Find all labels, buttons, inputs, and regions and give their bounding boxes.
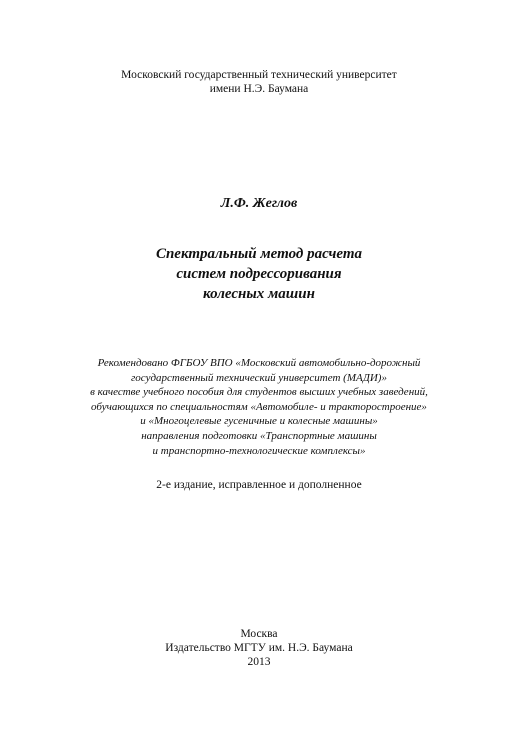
title-line: колесных машин xyxy=(203,286,315,302)
recommendation-line: и транспортно-технологические комплексы» xyxy=(152,444,366,457)
recommendation-line: Рекомендовано ФГБОУ ВПО «Московский автомобильно-дорожный xyxy=(97,357,421,369)
imprint-publisher: Издательство МГТУ им. Н.Э. Баумана xyxy=(165,642,353,654)
recommendation-line: направления подготовки «Транспортные машины xyxy=(141,429,377,442)
imprint-year: 2013 xyxy=(247,656,271,668)
recommendation-line: государственный технический университет (МАДИ)» xyxy=(131,371,387,384)
title-line: Спектральный метод расчета xyxy=(155,246,363,262)
university-header xyxy=(0,68,518,96)
university-name: Московский государственный технический университет xyxy=(121,69,397,81)
recommendation-line: и «Многоцелевые гусеничные и колесные машины» xyxy=(140,415,378,428)
university-dedication: имени Н.Э. Баумана xyxy=(209,83,309,95)
recommendation-line: обучающихся по специальностям «Автомобиле- и тракторостроение» xyxy=(91,400,427,413)
author-name: Л.Ф. Жеглов xyxy=(220,196,298,211)
title-line: систем подрессоривания xyxy=(176,266,342,282)
recommendation-line: в качестве учебного пособия для студентов высших учебных заведений, xyxy=(90,386,428,399)
recommendation-text xyxy=(0,356,518,458)
edition-note: 2-е издание, исправленное и дополненное xyxy=(156,479,362,491)
imprint-city: Москва xyxy=(240,628,278,640)
book-title xyxy=(0,244,518,304)
imprint xyxy=(0,627,518,669)
